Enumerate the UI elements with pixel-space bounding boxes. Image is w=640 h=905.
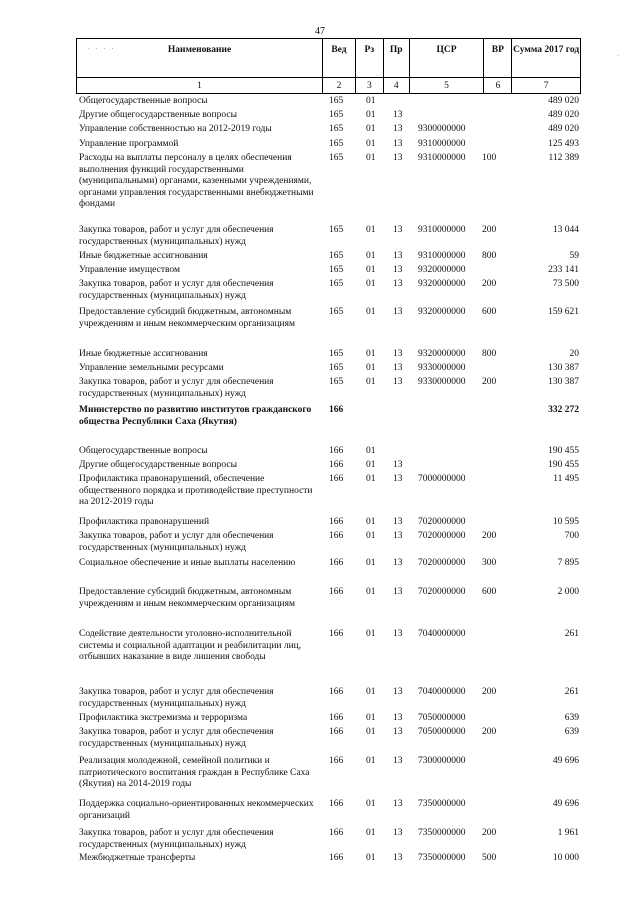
row-ved: 166	[329, 799, 344, 809]
row-csr: 7050000000	[418, 713, 466, 723]
row-csr: 7020000000	[418, 531, 466, 541]
row-name: Расходы на выплаты персоналу в целях обеспечения выполнения функций государственными (муниципальными) органами, казенными учреждениями, органами управления государственными внебюджетными фондами	[79, 153, 314, 210]
row-pr: 13	[393, 251, 403, 261]
row-name: Закупка товаров, работ и услуг для обеспечения государственных (муниципальных) нужд	[79, 531, 274, 553]
row-pr: 13	[393, 349, 403, 359]
row-ved: 166	[329, 756, 344, 766]
row-pr: 13	[393, 139, 403, 149]
row-csr: 7300000000	[418, 756, 466, 766]
row-name: Закупка товаров, работ и услуг для обеспечения государственных (муниципальных) нужд	[79, 727, 274, 749]
row-pr: 13	[393, 587, 403, 597]
row-vr: 200	[482, 531, 497, 541]
row-ved: 165	[329, 124, 344, 134]
row-vr: 800	[482, 251, 497, 261]
row-name: Иные бюджетные ассигнования	[79, 349, 208, 359]
row-pr: 13	[393, 225, 403, 235]
row-rz: 01	[366, 124, 376, 134]
row-rz: 01	[366, 713, 376, 723]
row-ved: 166	[329, 727, 344, 737]
row-sum: 190 455	[548, 446, 579, 456]
row-sum: 261	[564, 687, 579, 697]
row-csr: 7000000000	[418, 474, 466, 484]
row-csr: 7040000000	[418, 687, 466, 697]
row-csr: 7040000000	[418, 629, 466, 639]
row-ved: 166	[329, 629, 344, 639]
row-sum: 700	[564, 531, 579, 541]
row-vr: 800	[482, 349, 497, 359]
row-name: Закупка товаров, работ и услуг для обеспечения государственных (муниципальных) нужд	[79, 377, 274, 399]
row-csr: 7020000000	[418, 558, 466, 568]
row-csr: 9310000000	[418, 225, 466, 235]
row-ved: 166	[329, 687, 344, 697]
row-csr: 9320000000	[418, 307, 466, 317]
row-rz: 01	[366, 279, 376, 289]
row-rz: 01	[366, 225, 376, 235]
row-rz: 01	[366, 251, 376, 261]
row-csr: 9330000000	[418, 377, 466, 387]
row-ved: 165	[329, 251, 344, 261]
row-name: Другие общегосударственные вопросы	[79, 460, 237, 470]
row-name: Содействие деятельности уголовно-исполнительной системы и социальной адаптации и реабилитации лиц, отбывших наказание в виде лишения свободы	[79, 629, 302, 663]
col-num-4: 4	[384, 78, 410, 93]
row-vr: 200	[482, 377, 497, 387]
row-name: Профилактика правонарушений, обеспечение общественного порядка и противодействие преступности на 2012-2019 годы	[79, 474, 313, 508]
row-pr: 13	[393, 558, 403, 568]
row-pr: 13	[393, 828, 403, 838]
row-rz: 01	[366, 531, 376, 541]
row-csr: 9320000000	[418, 265, 466, 275]
row-sum: 639	[564, 713, 579, 723]
row-name: Профилактика правонарушений	[79, 517, 210, 527]
row-ved: 165	[329, 139, 344, 149]
col-num-3: 3	[356, 78, 384, 93]
row-pr: 13	[393, 153, 403, 163]
row-sum: 49 696	[552, 799, 579, 809]
row-rz: 01	[366, 687, 376, 697]
row-ved: 166	[329, 531, 344, 541]
row-vr: 200	[482, 279, 497, 289]
row-ved: 166	[329, 853, 344, 863]
row-sum: 10 000	[552, 853, 579, 863]
row-sum: 2 000	[557, 587, 579, 597]
row-rz: 01	[366, 629, 376, 639]
row-vr: 100	[482, 153, 497, 163]
row-pr: 13	[393, 727, 403, 737]
col-num-2: 2	[323, 78, 356, 93]
row-vr: 200	[482, 828, 497, 838]
row-name: Профилактика экстремизма и терроризма	[79, 713, 248, 723]
row-name: Предоставление субсидий бюджетным, автономным учреждениям и иным некоммерческим организациям	[79, 587, 296, 609]
row-vr: 200	[482, 687, 497, 697]
row-pr: 13	[393, 377, 403, 387]
row-ved: 166	[329, 587, 344, 597]
row-csr: 7020000000	[418, 587, 466, 597]
row-sum: 489 020	[548, 124, 579, 134]
row-ved: 166	[329, 558, 344, 568]
row-pr: 13	[393, 713, 403, 723]
header-pr: Пр	[384, 39, 410, 77]
row-vr: 200	[482, 727, 497, 737]
row-rz: 01	[366, 828, 376, 838]
row-ved: 165	[329, 279, 344, 289]
header-vr: ВР	[484, 39, 512, 77]
row-sum: 49 696	[552, 756, 579, 766]
row-ved: 165	[329, 153, 344, 163]
row-pr: 13	[393, 531, 403, 541]
row-sum: 125 493	[548, 139, 579, 149]
row-rz: 01	[366, 307, 376, 317]
row-csr: 7350000000	[418, 828, 466, 838]
row-name: Министерство по развитию институтов гражданского общества Республики Саха (Якутия)	[79, 405, 312, 427]
row-ved: 165	[329, 225, 344, 235]
row-csr: 7350000000	[418, 799, 466, 809]
row-name: Межбюджетные трансферты	[79, 853, 196, 863]
col-num-7: 7	[543, 80, 549, 91]
row-csr: 9320000000	[418, 279, 466, 289]
row-pr: 13	[393, 687, 403, 697]
row-sum: 190 455	[548, 460, 579, 470]
row-name: Социальное обеспечение и иные выплаты населению	[79, 558, 296, 568]
row-rz: 01	[366, 110, 376, 120]
row-pr: 13	[393, 124, 403, 134]
row-csr: 7020000000	[418, 517, 466, 527]
row-pr: 13	[393, 853, 403, 863]
row-vr: 200	[482, 225, 497, 235]
row-name: Поддержка социально-ориентированных некоммерческих организаций	[79, 799, 314, 821]
row-ved: 166	[329, 460, 344, 470]
row-sum: 233 141	[548, 265, 579, 275]
header-name-cell	[77, 39, 323, 77]
row-sum: 130 387	[548, 377, 579, 387]
margin-mark: ·	[617, 52, 620, 60]
row-csr: 7050000000	[418, 727, 466, 737]
row-sum: 59	[569, 251, 579, 261]
row-name: Реализация молодежной, семейной политики и патриотического воспитания граждан в Республике Саха (Якутия) на 2014-2019 годы	[79, 756, 310, 790]
row-sum: 489 020	[548, 96, 579, 106]
row-name: Иные бюджетные ассигнования	[79, 251, 208, 261]
row-ved: 166	[329, 828, 344, 838]
col-num-5: 5	[410, 78, 485, 93]
scan-marks: · · · ·	[87, 45, 116, 53]
row-rz: 01	[366, 587, 376, 597]
row-pr: 13	[393, 363, 403, 373]
row-name: Общегосударственные вопросы	[79, 446, 208, 456]
row-ved: 166	[329, 517, 344, 527]
row-pr: 13	[393, 460, 403, 470]
row-ved: 165	[329, 349, 344, 359]
row-csr: 9310000000	[418, 251, 466, 261]
row-name: Предоставление субсидий бюджетным, автономным учреждениям и иным некоммерческим организациям	[79, 307, 296, 329]
row-csr: 9300000000	[418, 124, 466, 134]
row-csr: 7350000000	[418, 853, 466, 863]
row-pr: 13	[393, 799, 403, 809]
row-ved: 166	[329, 713, 344, 723]
row-rz: 01	[366, 517, 376, 527]
row-pr: 13	[393, 307, 403, 317]
row-sum: 11 495	[553, 474, 579, 484]
row-rz: 01	[366, 756, 376, 766]
row-csr: 9320000000	[418, 349, 466, 359]
col-num-6: 6	[484, 78, 512, 93]
row-name: Другие общегосударственные вопросы	[79, 110, 237, 120]
row-sum: 332 272	[548, 405, 579, 415]
row-rz: 01	[366, 96, 376, 106]
row-pr: 13	[393, 265, 403, 275]
page-number: 47	[315, 26, 325, 37]
row-rz: 01	[366, 265, 376, 275]
row-rz: 01	[366, 363, 376, 373]
row-rz: 01	[366, 446, 376, 456]
row-vr: 300	[482, 558, 497, 568]
row-name: Управление собственностью на 2012-2019 годы	[79, 124, 272, 134]
row-rz: 01	[366, 474, 376, 484]
row-pr: 13	[393, 110, 403, 120]
row-ved: 165	[329, 307, 344, 317]
row-sum: 489 020	[548, 110, 579, 120]
row-rz: 01	[366, 139, 376, 149]
row-sum: 112 389	[548, 153, 579, 163]
row-name: Общегосударственные вопросы	[79, 96, 208, 106]
row-vr: 600	[482, 587, 497, 597]
column-number-row	[76, 77, 581, 94]
row-name: Закупка товаров, работ и услуг для обеспечения государственных (муниципальных) нужд	[79, 687, 274, 709]
row-ved: 165	[329, 265, 344, 275]
row-rz: 01	[366, 377, 376, 387]
row-pr: 13	[393, 756, 403, 766]
row-sum: 7 895	[557, 558, 579, 568]
row-ved: 165	[329, 96, 344, 106]
row-ved: 166	[329, 405, 344, 415]
row-sum: 10 595	[552, 517, 579, 527]
row-rz: 01	[366, 460, 376, 470]
row-sum: 1 961	[557, 828, 579, 838]
row-ved: 165	[329, 377, 344, 387]
row-rz: 01	[366, 853, 376, 863]
row-name: Управление имуществом	[79, 265, 181, 275]
header-csr: ЦСР	[410, 39, 485, 77]
row-sum: 13 044	[552, 225, 579, 235]
row-vr: 600	[482, 307, 497, 317]
row-name: Закупка товаров, работ и услуг для обеспечения государственных (муниципальных) нужд	[79, 828, 274, 850]
row-pr: 13	[393, 474, 403, 484]
row-rz: 01	[366, 153, 376, 163]
table-header	[76, 38, 581, 78]
row-pr: 13	[393, 517, 403, 527]
row-sum: 20	[569, 349, 579, 359]
row-rz: 01	[366, 799, 376, 809]
row-rz: 01	[366, 349, 376, 359]
row-name: Управление земельными ресурсами	[79, 363, 224, 373]
row-ved: 166	[329, 474, 344, 484]
col-num-1: 1	[77, 78, 323, 93]
row-sum: 261	[564, 629, 579, 639]
header-ved: Вед	[323, 39, 356, 77]
row-name: Управление программой	[79, 139, 179, 149]
row-sum: 639	[564, 727, 579, 737]
row-ved: 166	[329, 446, 344, 456]
row-sum: 73 500	[552, 279, 579, 289]
header-name: Наименование	[167, 45, 232, 55]
row-csr: 9330000000	[418, 363, 466, 373]
row-csr: 9310000000	[418, 153, 466, 163]
header-sum: Сумма 2017 год	[513, 45, 580, 55]
row-rz: 01	[366, 558, 376, 568]
row-pr: 13	[393, 629, 403, 639]
row-name: Закупка товаров, работ и услуг для обеспечения государственных (муниципальных) нужд	[79, 225, 274, 247]
header-rz: Рз	[356, 39, 384, 77]
row-ved: 165	[329, 363, 344, 373]
row-rz: 01	[366, 727, 376, 737]
row-ved: 165	[329, 110, 344, 120]
row-vr: 500	[482, 853, 497, 863]
row-name: Закупка товаров, работ и услуг для обеспечения государственных (муниципальных) нужд	[79, 279, 274, 301]
row-sum: 130 387	[548, 363, 579, 373]
row-pr: 13	[393, 279, 403, 289]
row-csr: 9310000000	[418, 139, 466, 149]
row-sum: 159 621	[548, 307, 579, 317]
